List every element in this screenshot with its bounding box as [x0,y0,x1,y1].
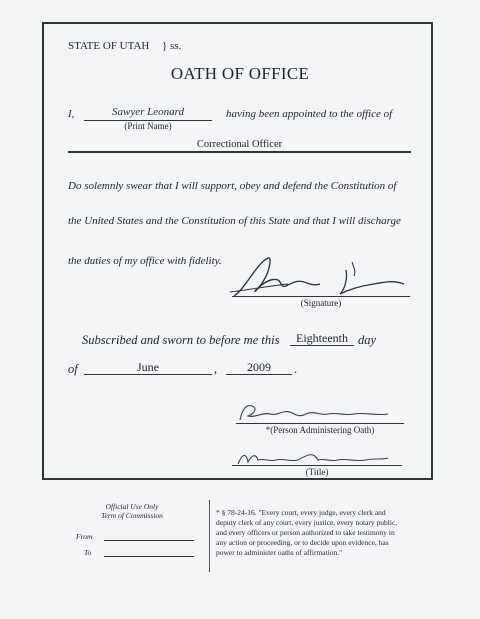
administering-line [236,423,404,424]
office-line [68,151,411,153]
statute-line: * § 78-24-16. "Every court, every judge, every clerk and [216,508,386,517]
page-title: OATH OF OFFICE [170,64,310,83]
day-label: day [358,333,377,347]
month-value: June [137,360,159,374]
date-period: . [294,362,298,376]
statute-line: deputy clerk of any court, every justice, every notary public, [216,518,398,527]
date-comma: , [214,362,218,376]
oath-line-2: the United States and the Constitution of this State and that I will discharge [68,215,401,227]
i-label: I, [68,108,75,120]
signature-caption: (Signature) [300,298,342,308]
to-label: To [84,548,92,557]
day-line [290,345,354,346]
to-line[interactable] [104,556,194,557]
statute-line: any action or proceeding, or to decide upon evidence, has [216,538,389,547]
sworn-text: Subscribed and sworn to before me this [82,333,280,347]
state-label: STATE OF UTAH [68,40,150,52]
oath-line-1: Do solemnly swear that I will support, obey and defend the Constitution of [68,180,397,192]
year-line [226,374,292,375]
print-name-caption: (Print Name) [124,121,172,131]
signature-line [232,296,410,297]
office-value: Correctional Officer [196,139,283,150]
from-line[interactable] [104,540,194,541]
appointed-text: having been appointed to the office of [226,108,393,120]
title-line [232,465,402,466]
footer-divider [209,500,210,572]
of-label: of [68,362,78,376]
statute-line: power to administer oaths of affirmation." [216,548,343,557]
term-label: Term of Commission [101,511,163,520]
official-use-label: Official Use Only [105,502,159,511]
month-line [84,374,212,375]
title-caption: (Title) [305,467,329,477]
signature-graphic [228,250,408,302]
print-name-value: Sawyer Leonard [111,106,184,118]
year-value: 2009 [247,360,271,374]
oath-line-3: the duties of my office with fidelity. [68,255,222,267]
from-label: From [76,532,93,541]
ss-label: } ss. [162,40,182,52]
day-value: Eighteenth [296,331,348,345]
administering-caption: *(Person Administering Oath) [265,425,375,435]
statute-line: and every officers or person authorized to take testimony in [216,528,395,537]
